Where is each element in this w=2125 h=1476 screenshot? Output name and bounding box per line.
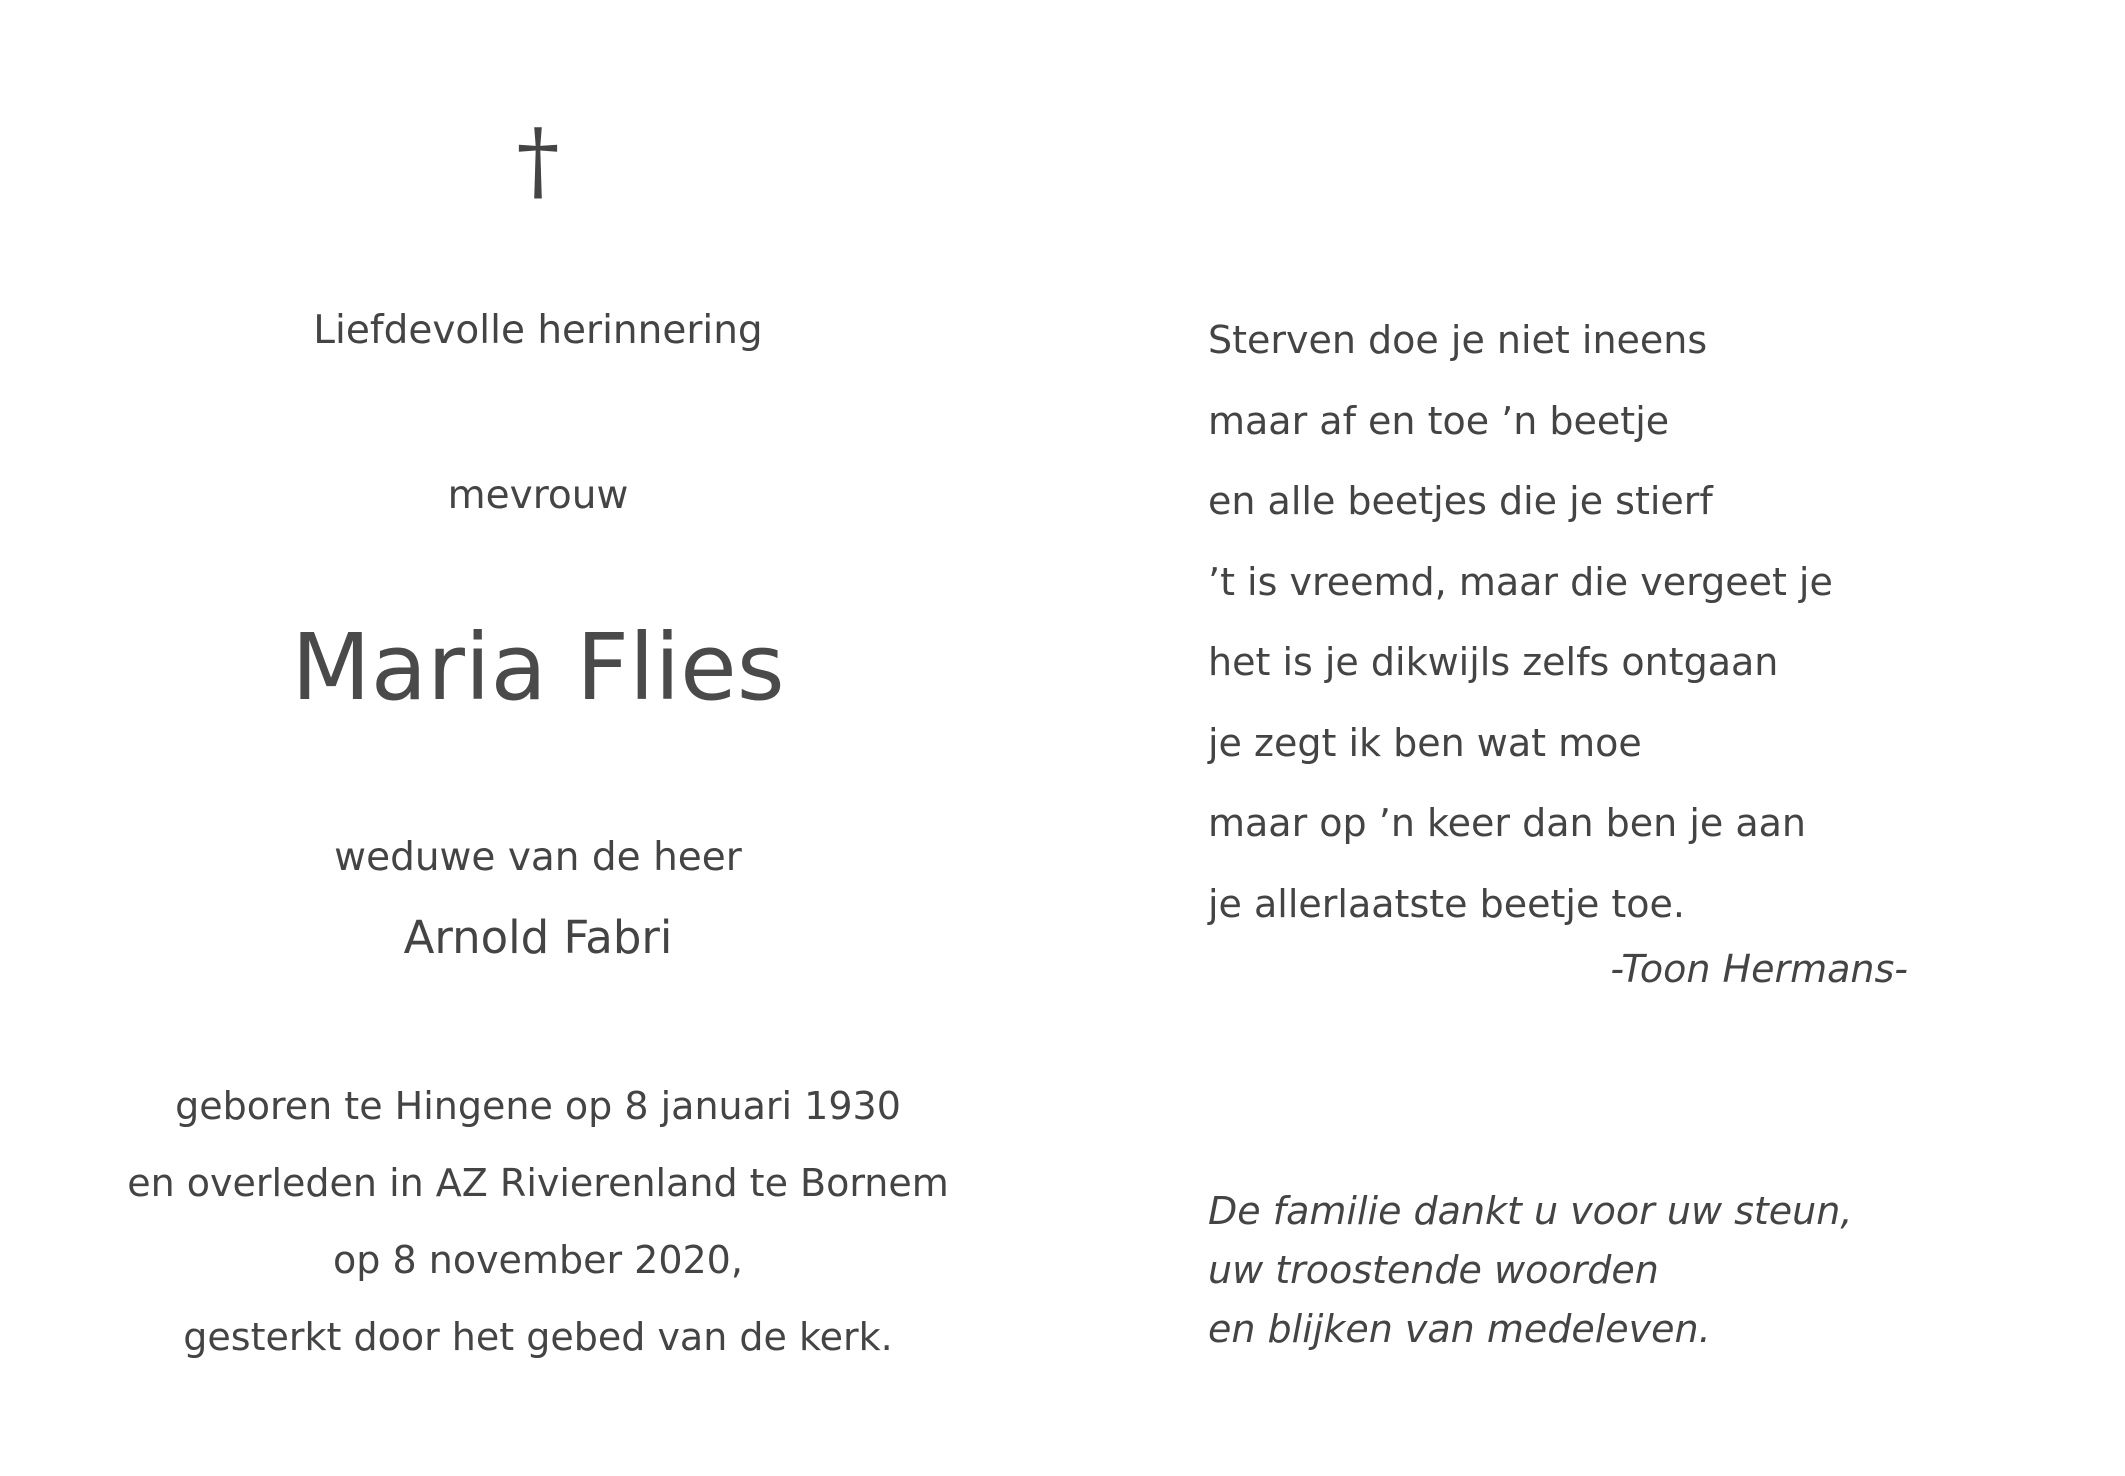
poem-author: -Toon Hermans- bbox=[1610, 947, 1908, 991]
memorial-left-panel bbox=[88, 0, 988, 1476]
bio-line: op 8 november 2020, bbox=[333, 1238, 743, 1282]
poem-line: je allerlaatste beetje toe. bbox=[1208, 881, 1686, 926]
bio-block bbox=[88, 1068, 988, 1376]
intro-text: Liefdevolle herinnering bbox=[313, 308, 763, 353]
cross-icon: † bbox=[516, 111, 560, 211]
honorific: mevrouw bbox=[447, 473, 629, 518]
poem-line: Sterven doe je niet ineens bbox=[1208, 318, 1708, 362]
widow-of-text: weduwe van de heer bbox=[334, 835, 742, 880]
poem-line: en alle beetjes die je stierf bbox=[1208, 479, 1713, 523]
poem-line: ’t is vreemd, maar die vergeet je bbox=[1208, 559, 1833, 604]
bio-line: geboren te Hingene op 8 januari 1930 bbox=[175, 1084, 901, 1128]
poem-line: maar af en toe ’n beetje bbox=[1208, 398, 1670, 443]
thanks-line: De familie dankt u voor uw steun, bbox=[1208, 1189, 1853, 1233]
bio-line: en overleden in AZ Rivierenland te Bornem bbox=[127, 1161, 949, 1205]
thanks-line: uw troostende woorden bbox=[1208, 1248, 1659, 1292]
poem bbox=[1208, 300, 1833, 944]
bio-line: gesterkt door het gebed van de kerk. bbox=[183, 1315, 893, 1359]
poem-line: het is je dikwijls zelfs ontgaan bbox=[1208, 640, 1779, 684]
thanks-line: en blijken van medeleven. bbox=[1208, 1307, 1711, 1351]
poem-line: je zegt ik ben wat moe bbox=[1208, 720, 1642, 765]
thanks-message bbox=[1208, 1182, 1852, 1359]
poem-line: maar op ’n keer dan ben je aan bbox=[1208, 801, 1806, 845]
deceased-name: Maria Flies bbox=[291, 614, 785, 721]
memorial-right-panel bbox=[1208, 0, 1968, 1476]
husband-name: Arnold Fabri bbox=[403, 911, 673, 964]
